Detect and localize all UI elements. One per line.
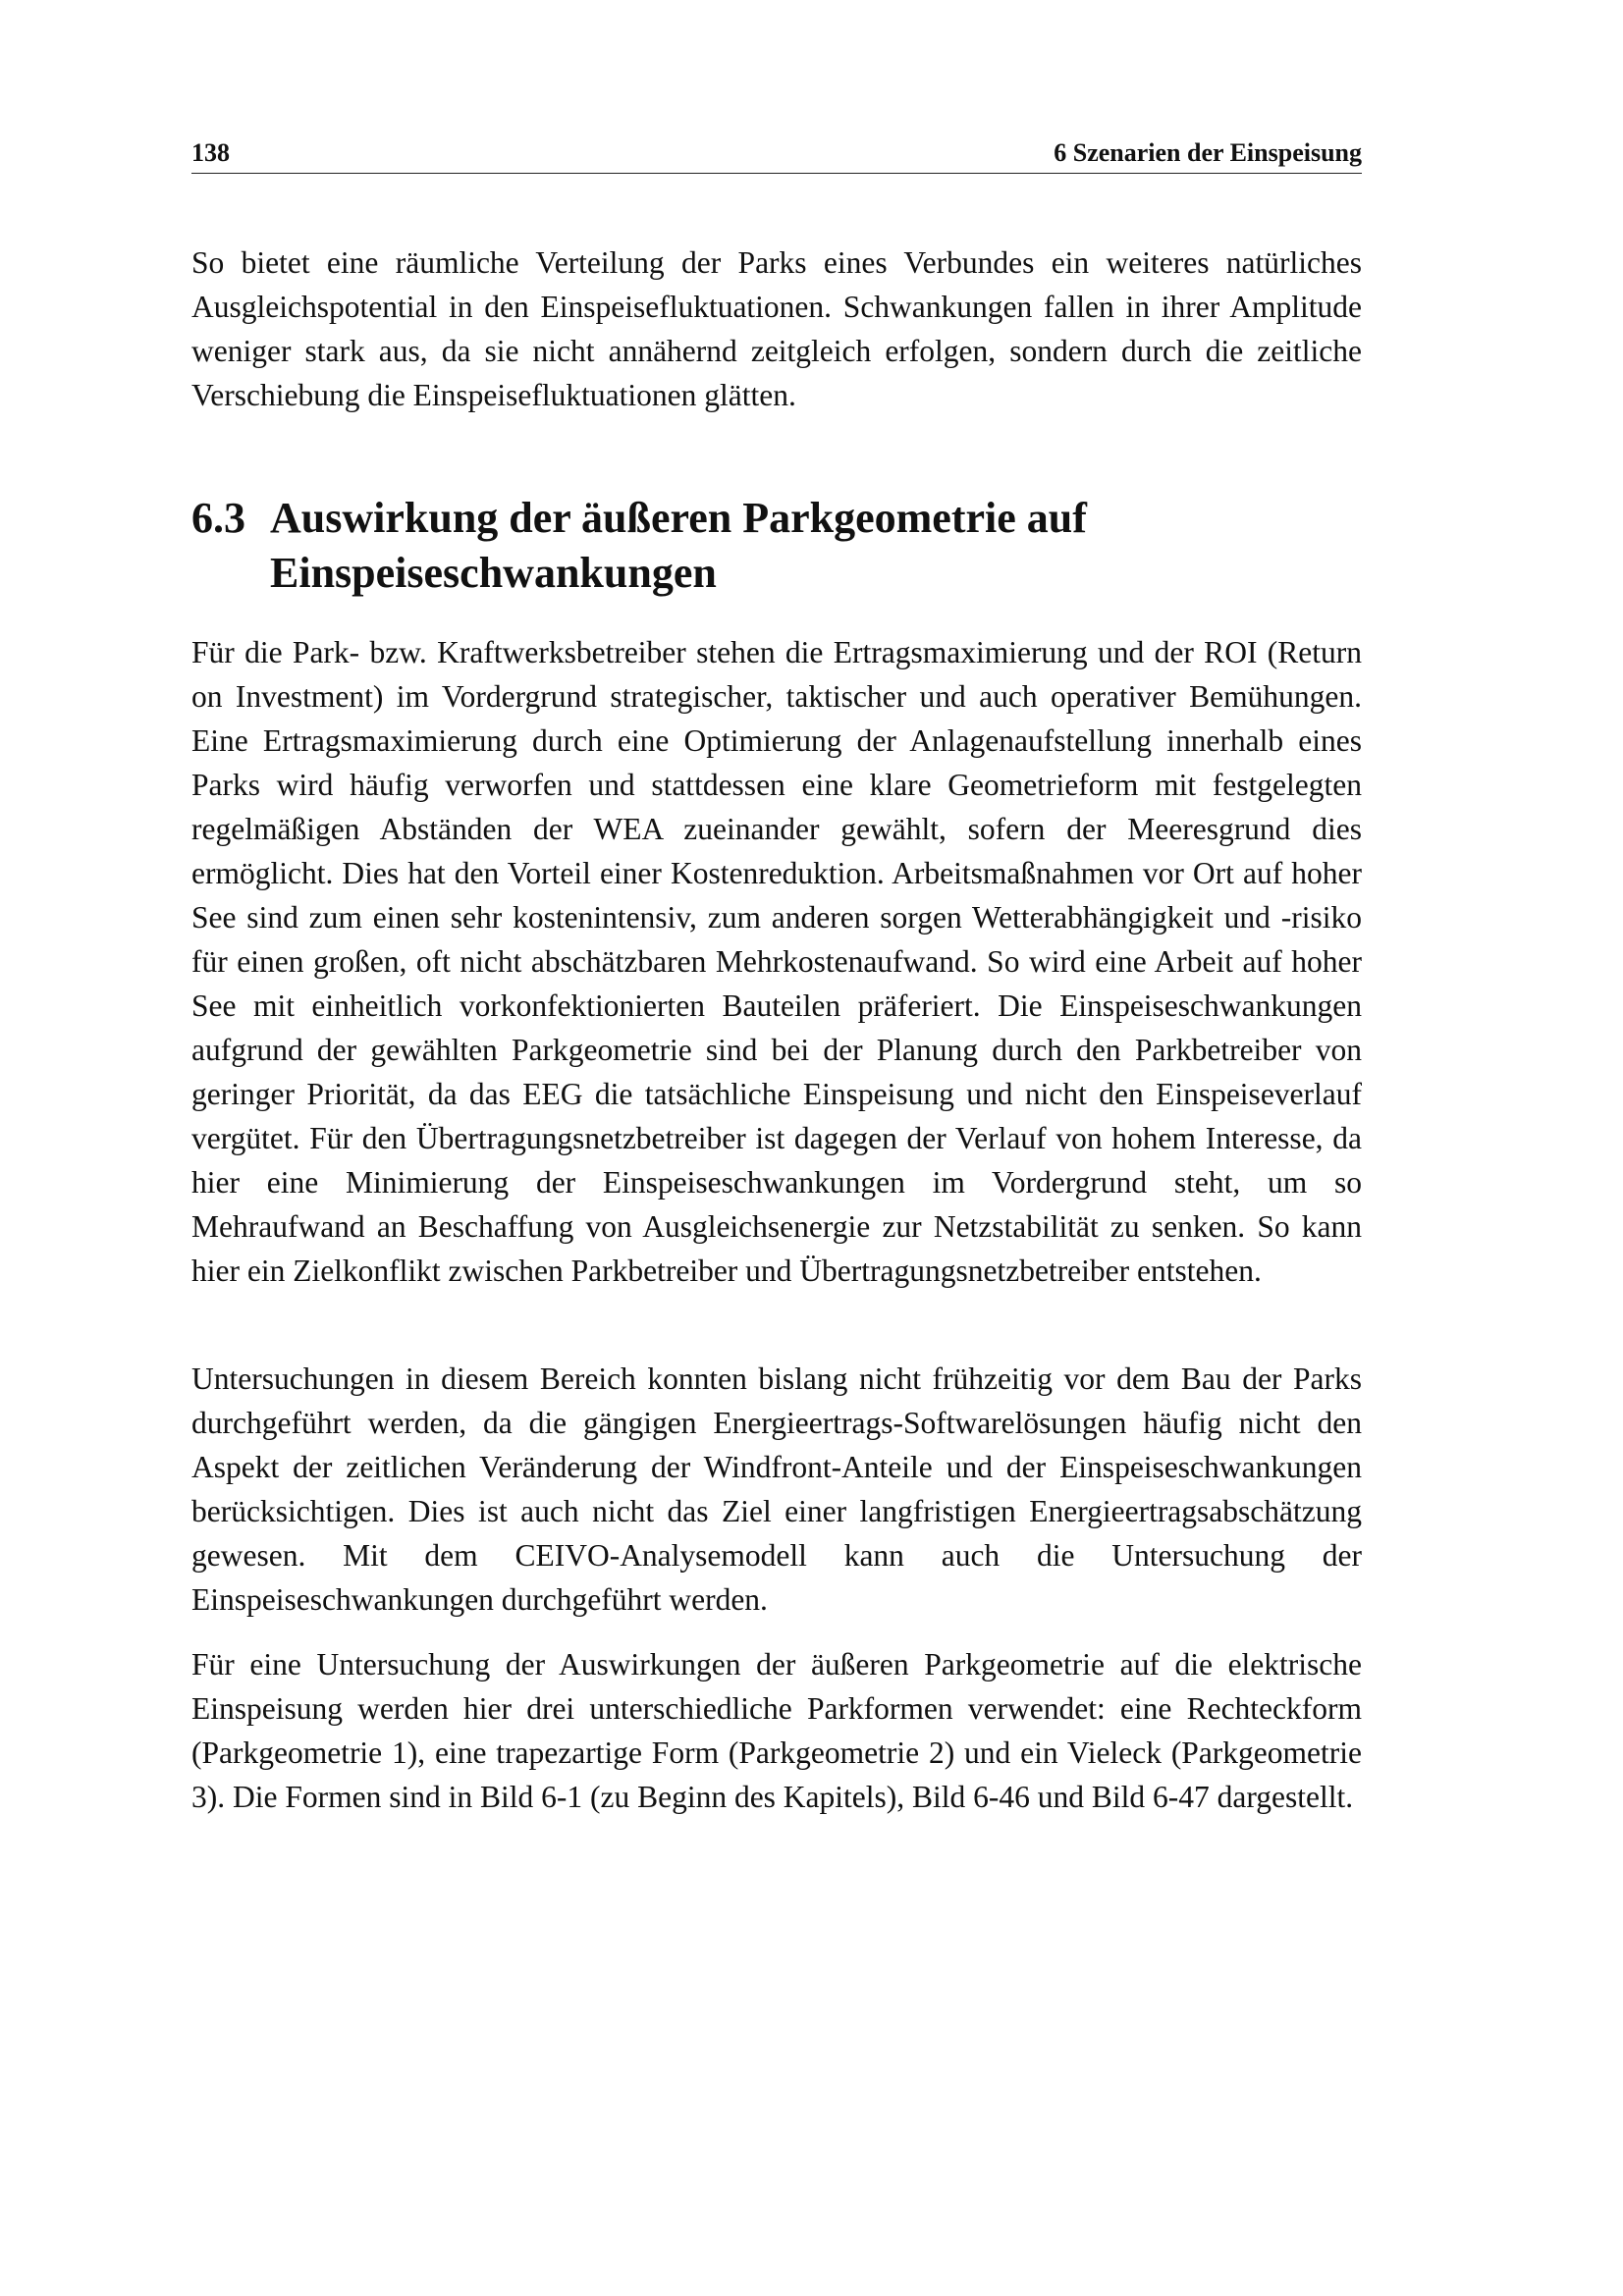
body-paragraph-3: Für eine Untersuchung der Auswirkungen der äußeren Parkgeometrie auf die elektrische Einspeisung werden hier drei unterschiedliche Parkformen verwendet: eine Rechteckform (Parkgeometrie 1), eine trapezartige Form (Parkgeometrie 2) und ein Vieleck (Parkgeometrie 3). Die Formen sind in Bild 6-1 (zu Beginn des Kapitels), Bild 6-46 und Bild 6-47 dargestellt.	[191, 1647, 1362, 1814]
chapter-title: 6 Szenarien der Einspeisung	[1054, 138, 1362, 167]
running-header	[191, 133, 1362, 174]
section-title: Auswirkung der äußeren Parkgeometrie auf Einspeiseschwankungen	[270, 494, 1087, 597]
intro-paragraph: So bietet eine räumliche Verteilung der Parks eines Verbundes ein weiteres natürliches Ausgleichspotential in den Einspeisefluktuationen. Schwankungen fallen in ihrer Amplitude weniger stark aus, da sie nicht annähernd zeitgleich erfolgen, sondern durch die zeitliche Verschiebung die Einspeisefluktuationen glätten.	[191, 245, 1362, 412]
document-page	[191, 0, 1362, 2296]
page-number: 138	[191, 138, 230, 167]
body-paragraph-1: Für die Park- bzw. Kraftwerksbetreiber stehen die Ertragsmaximierung und der ROI (Return on Investment) im Vordergrund strategischer, taktischer und auch operativer Bemühungen. Eine Ertragsmaximierung durch eine Optimierung der Anlagenaufstellung innerhalb eines Parks wird häufig verworfen und stattdessen eine klare Geometrieform mit festgelegten regelmäßigen Abständen der WEA zueinander gewählt, sofern der Meeresgrund dies ermöglicht. Dies hat den Vorteil einer Kostenreduktion. Arbeitsmaßnahmen vor Ort auf hoher See sind zum einen sehr kostenintensiv, zum anderen sorgen Wetterabhängigkeit und -risiko für einen großen, oft nicht abschätzbaren Mehrkostenaufwand. So wird eine Arbeit auf hoher See mit einheitlich vorkonfektionierten Bauteilen präferiert. Die Einspeiseschwankungen aufgrund der gewählten Parkgeometrie sind bei der Planung durch den Parkbetreiber von geringer Priorität, da das EEG die tatsächliche Einspeisung und nicht den Einspeiseverlauf vergütet. Für den Übertragungsnetzbetreiber ist dagegen der Verlauf von hohem Interesse, da hier eine Minimierung der Einspeiseschwankungen im Vordergrund steht, um so Mehraufwand an Beschaffung von Ausgleichsenergie zur Netzstabilität zu senken. So kann hier ein Zielkonflikt zwischen Parkbetreiber und Übertragungsnetzbetreiber entstehen.	[191, 635, 1362, 1288]
body-paragraph-2: Untersuchungen in diesem Bereich konnten bislang nicht frühzeitig vor dem Bau der Parks durchgeführt werden, da die gängigen Energieertrags-Softwarelösungen häufig nicht den Aspekt der zeitlichen Veränderung der Windfront-Anteile und der Einspeiseschwankungen berücksichtigen. Dies ist auch nicht das Ziel einer langfristigen Energieertragsabschätzung gewesen. Mit dem CEIVO-Analysemodell kann auch die Untersuchung der Einspeiseschwankungen durchgeführt werden.	[191, 1362, 1362, 1617]
section-number: 6.3	[191, 494, 245, 542]
section-heading	[191, 491, 1362, 601]
